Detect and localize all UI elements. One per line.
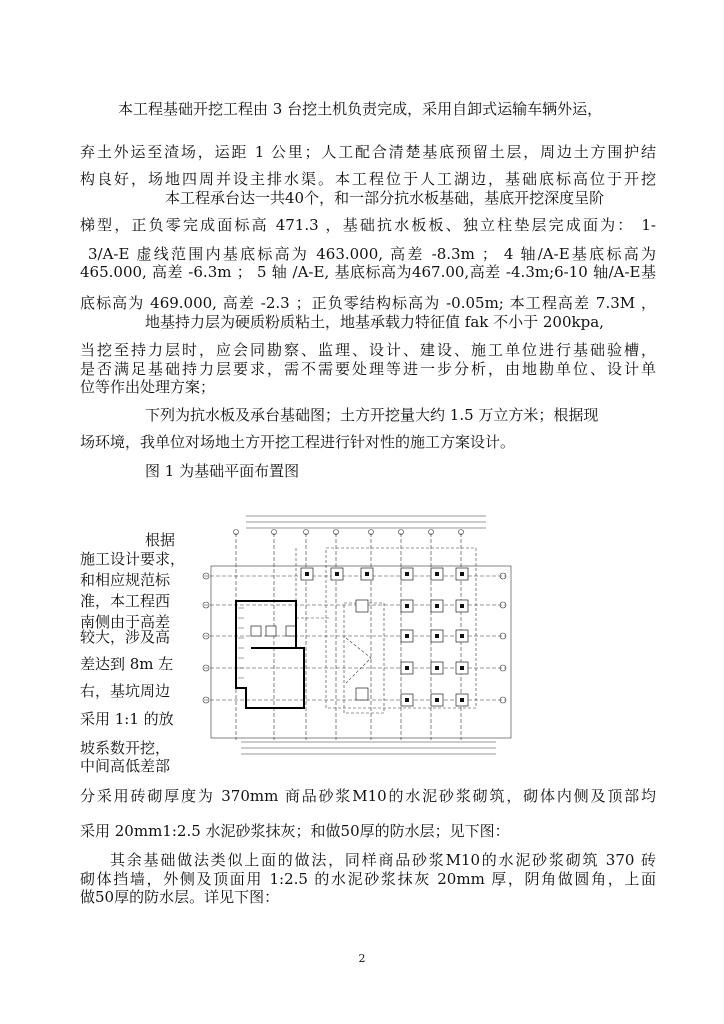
text-line-5: 梯型，正负零完成面标高 471.3 ，基础抗水板板、独立柱垫层完成面为： 1- bbox=[80, 216, 656, 234]
text-line-11: 是否满足基础持力层要求，需不需要处理等进一步分析，由地勘单位、设计单 bbox=[80, 360, 656, 378]
text-line-13: 下列为抗水板及承台基础图；土方开挖量大约 1.5 万立方米；根据现 bbox=[145, 406, 599, 424]
foundation-plan-figure bbox=[196, 508, 562, 770]
side-text-9: 采用 1:1 的放 bbox=[80, 710, 174, 728]
text-line-9: 地基持力层为硬质粉质粘土，地基承载力特征值 fak 不小于 200kpa, bbox=[145, 313, 604, 331]
text-line-6: 3/A-E 虚线范围内基底标高为 463.000, 高差 -8.3m ； 4 轴/A-E基底标高为 bbox=[88, 245, 656, 263]
side-text-11: 中间高低差部 bbox=[80, 757, 171, 775]
page-number: 2 bbox=[358, 952, 366, 965]
text-line-4: 本工程承台达一共40个，和一部分抗水板基础，基底开挖深度呈阶 bbox=[165, 189, 605, 207]
side-text-8: 右，基坑周边 bbox=[80, 682, 171, 700]
text-line-8: 底标高为 469.000, 高差 -2.3 ；正负零结构标高为 -0.05m; 本工程高差 7.3M ， bbox=[80, 294, 656, 312]
side-text-5: 南侧由于高差 bbox=[80, 613, 171, 631]
text-line-2: 弃土外运至渣场，运距 1 公里；人工配合清楚基底预留土层，周边土方围护结 bbox=[80, 143, 656, 161]
text-after-4: 砌体挡墙，外侧及顶面用 1:2.5 的水泥砂浆抹灰 20mm 厚，阴角做圆角，上面 bbox=[80, 870, 656, 888]
side-text-1: 根据 bbox=[145, 531, 176, 549]
side-text-4: 准，本工程西 bbox=[80, 592, 171, 610]
figure-caption: 图 1 为基础平面布置图 bbox=[145, 462, 300, 480]
text-line-7: 465.000, 高差 -6.3m ； 5 轴 /A-E, 基底标高为467.00,高差 -4.3m;6-10 轴/A-E基 bbox=[80, 263, 656, 281]
text-line-12: 位等作出处理方案； bbox=[80, 378, 216, 396]
text-line-14: 场环境，我单位对场地土方开挖工程进行针对性的施工方案设计。 bbox=[80, 433, 516, 451]
text-line-10: 当挖至持力层时，应会同勘察、监理、设计、建设、施工单位进行基础验槽， bbox=[80, 341, 656, 359]
text-after-1: 分采用砖砌厚度为 370mm 商品砂浆M10的水泥砂浆砌筑，砌体内侧及顶部均 bbox=[80, 787, 656, 805]
side-text-2: 施工设计要求， bbox=[80, 550, 186, 568]
text-after-2: 采用 20mm1:2.5 水泥砂浆抹灰；和做50厚的防水层；见下图： bbox=[80, 822, 510, 840]
side-text-7: 差达到 8m 左 bbox=[80, 655, 174, 673]
side-text-3: 和相应规范标 bbox=[80, 571, 171, 589]
text-line-1: 本工程基础开挖工程由 3 台挖土机负责完成，采用自卸式运输车辆外运， bbox=[118, 100, 603, 118]
side-text-10: 坡系数开挖， bbox=[80, 739, 171, 757]
text-line-3: 构良好，场地四周并设主排水渠。本工程位于人工湖边，基础底标高位于开挖 bbox=[80, 170, 656, 188]
text-after-5: 做50厚的防水层。详见下图： bbox=[80, 888, 280, 906]
side-text-6: 较大，涉及高 bbox=[80, 628, 171, 646]
text-after-3: 其余基础做法类似上面的做法，同样商品砂浆M10的水泥砂浆砌筑 370 砖 bbox=[110, 851, 656, 869]
